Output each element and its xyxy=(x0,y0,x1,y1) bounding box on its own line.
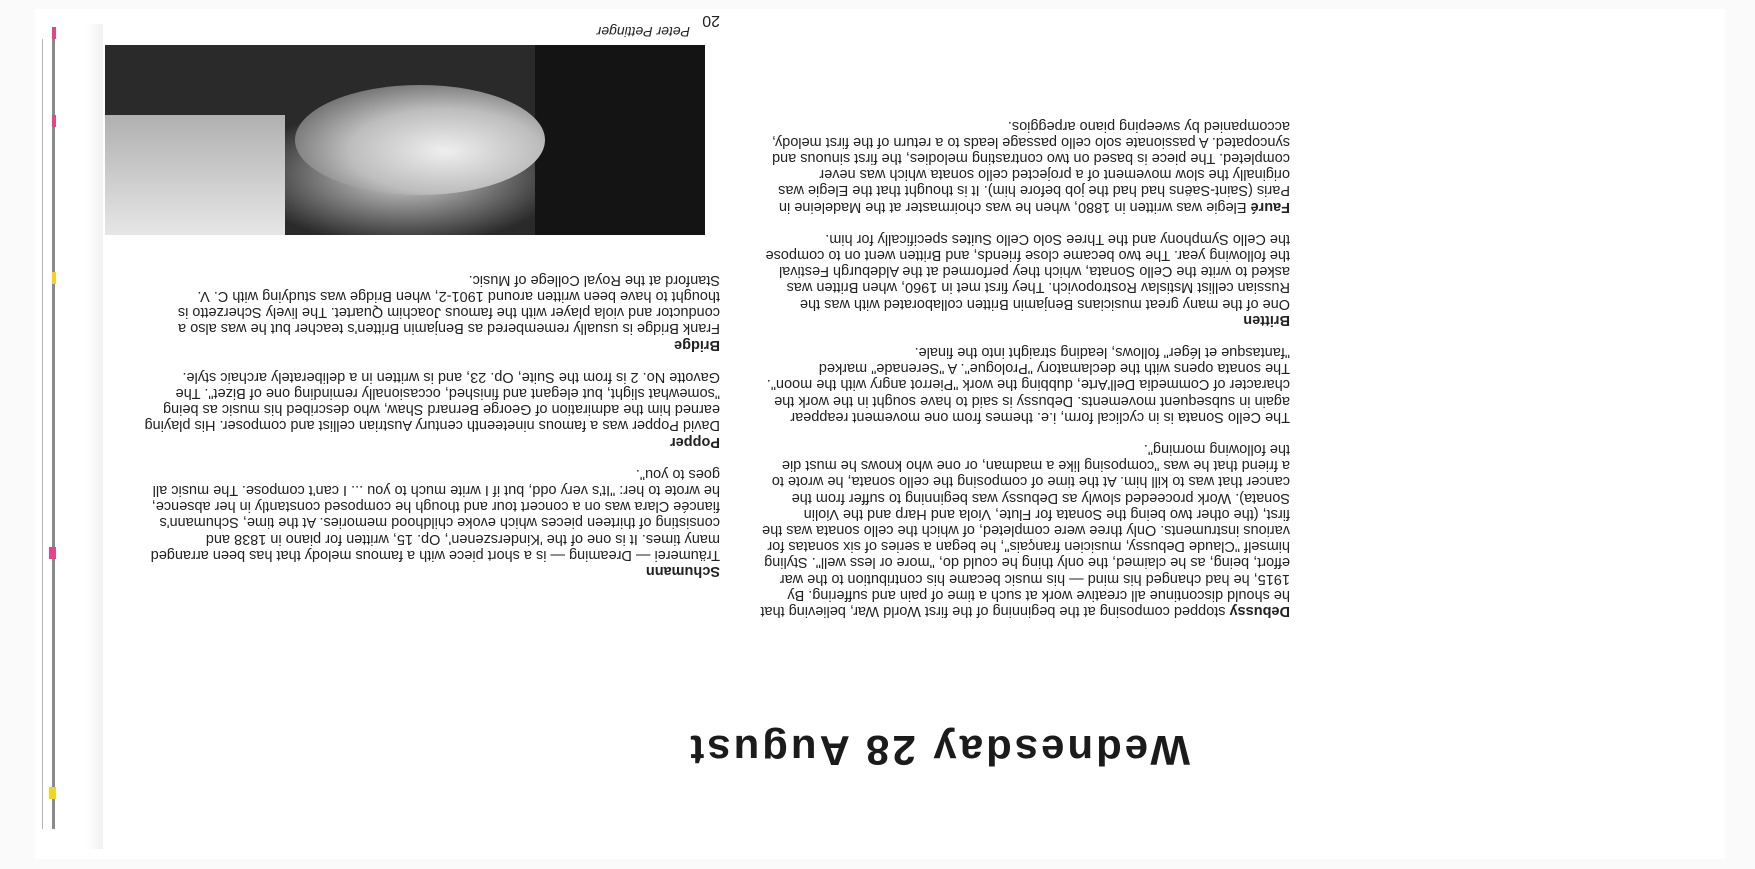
page-number: 20 xyxy=(702,12,720,29)
text-debussy: stopped composing at the beginning of the first World War, believing that he should discontinue all creative work at such a time of pain and suffering. By 1915, he had changed his mind — his music became his contribution to the war effort, being, as he claimed, the only thing he could do, "more or less well". Styling himself "Claude Debussy, musicien français", he began a series of six sonatas for various instruments. Only three were completed, of which the cello sonata was the first, (the other two being the Sonata for Flute, Viola and Harp and the Violin Sonata). Work proceeded slowly as Debussy was beginning to suffer from the cancer that was to kill him. At the time of composing the cello sonata, he wrote to a friend that he was "composing like a madman, or one who knows he must die the following morning". xyxy=(760,440,1290,619)
heading-faure: Fauré xyxy=(1250,198,1290,215)
heading-britten: Britten xyxy=(1243,311,1290,328)
photo-shadow xyxy=(535,45,705,235)
heading-bridge: Bridge xyxy=(674,336,720,353)
text-popper: David Popper was a famous nineteenth century Austrian cellist and composer. His playing earned him the admiration of George Bernard Shaw, who described his music as being "somewhat slight, but elegant and finished, occasionally reminding one of Bizet". The Gavotte No. 2 is from the Suite, Op. 23, and is written in a deliberately archaic style. xyxy=(144,368,720,434)
text-cello-sonata: The Cello Sonata is in cyclical form, i.e. themes from one movement reappear again in subsequent movements. Debussy is said to have sought in the work the character of Commedia Dell'Arte, dubbing the work "Pierrot angry with the moon". The sonata opens with the declamatory "Prologue". A "Serenade" marked "fantasque et léger" follows, leading straight into the finale. xyxy=(766,343,1290,425)
musician-photo xyxy=(105,45,705,235)
heading-schumann: Schumann xyxy=(645,563,720,579)
right-column xyxy=(140,256,720,579)
color-tab-yellow-small xyxy=(52,272,56,284)
binding-edge-inner xyxy=(42,39,43,829)
color-tab-yellow xyxy=(49,787,56,799)
photo-credit: Peter Pettinger xyxy=(596,24,690,40)
paragraph-schumann xyxy=(140,466,720,579)
color-tab-pink-small xyxy=(52,115,56,127)
photo-highlight xyxy=(105,115,285,235)
paragraph-popper xyxy=(140,369,720,450)
paragraph-bridge xyxy=(140,272,720,353)
text-britten: One of the many great musicians Benjamin Britten collaborated with was the Russian cellist Mstislav Rostropovich. They first met in 1960, when Britten was asked to write the Cello Sonata, which they performed at the Aldeburgh Festival the following year. The two became close friends, and Britten went on to compose the Cello Symphony and the Three Solo Cello Suites specifically for him. xyxy=(765,230,1290,312)
left-column xyxy=(760,101,1290,619)
paragraph-britten xyxy=(760,231,1290,328)
page-title: Wednesday 28 August xyxy=(687,727,1190,774)
paragraph-faure xyxy=(760,117,1290,214)
gutter-shadow xyxy=(63,24,103,849)
color-tab-pink xyxy=(49,547,56,559)
heading-debussy: Debussy xyxy=(1229,603,1290,619)
text-bridge: Frank Bridge is usually remembered as Benjamin Britten's teacher but he was also a conductor and viola player with the famous Joachim Quartet. The lively Scherzetto is thought to have been written around 1901-2, when Bridge was studying with C. V. Stanford at the Royal College of Music. xyxy=(177,271,720,337)
photo-face xyxy=(295,85,545,195)
paragraph-cello-sonata xyxy=(760,344,1290,425)
color-tab-pink-top xyxy=(52,27,56,39)
binding-edge xyxy=(52,39,55,829)
paragraph-debussy xyxy=(760,441,1290,619)
text-faure: Elegie was written in 1880, when he was choirmaster at the Madeleine in Paris (Saint-Saëns had had the job before him). It is thought that the Elegie was originally the slow movement of a projected cello sonata which was never completed. The piece is based on two contrasting melodies, the first sinuous and syncopated. A passionate solo cello passage leads to a return of the first melody, accompanied by sweeping piano arpeggios. xyxy=(771,117,1290,215)
text-schumann: Träumerei — Dreaming — is a short piece with a famous melody that has been arranged many times. It is one of the 'Kinderszenen', Op. 15, written for piano in 1838 and consisting of thirteen pieces which evoke childhood memories. At the time, Schumann's fiancée Clara was on a concert tour and though he composed constantly in her absence, he wrote to her: "It's very odd, but if I write much to you ... I can't compose. The music all goes to you". xyxy=(150,465,720,563)
heading-popper: Popper xyxy=(670,433,720,450)
